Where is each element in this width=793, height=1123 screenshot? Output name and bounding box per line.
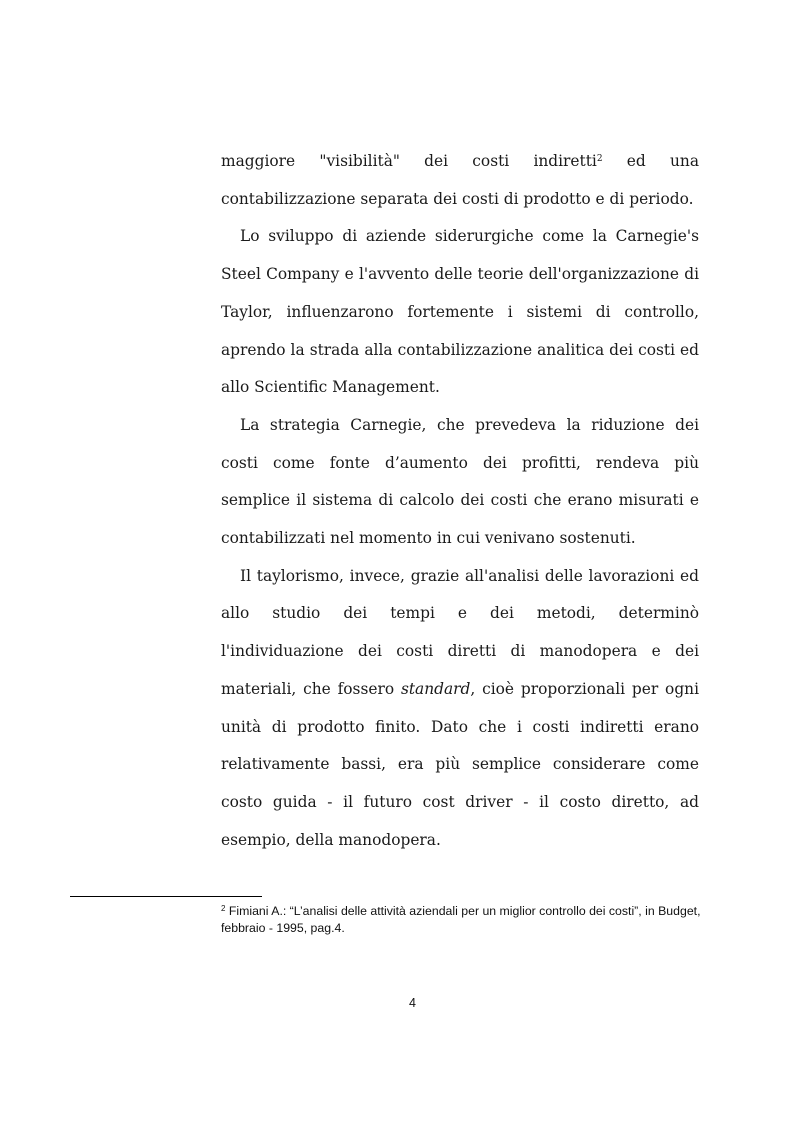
paragraph-2: Lo sviluppo di aziende siderurgiche come la Carnegie's Steel Company e l'avvento delle teorie dell'organizzazione di Taylor, influenzarono fortemente i sistemi di controllo, aprendo la strada alla contabilizzazione analitica dei costi ed allo Scientific Management. [221, 227, 699, 397]
paragraph-1-text-end: ed una contabilizzazione separata dei costi di prodotto e di periodo. [221, 152, 699, 208]
page-number: 4 [409, 996, 416, 1010]
footnote-number: 2 [221, 904, 226, 913]
paragraph-1 [221, 143, 699, 218]
footnote [221, 903, 701, 937]
paragraph-1-text-start: maggiore "visibilità" dei costi indiretti [221, 152, 597, 170]
paragraph-4-text-start: Il taylorismo, invece, grazie all'analisi delle lavorazioni ed allo studio dei tempi e dei metodi, determinò l'individuazione dei costi diretti di manodopera e dei materiali, che fossero [221, 566, 699, 698]
paragraph-4 [221, 558, 699, 860]
emphasis-standard: standard [400, 679, 471, 698]
footnote-separator [70, 896, 262, 897]
paragraph-4-text-end: , cioè proporzionali per ogni unità di prodotto finito. Dato che i costi indiretti erano relativamente bassi, era più semplice considerare come costo guida - il futuro cost driver - il costo diretto, ad esempio, della manodopera. [221, 679, 700, 849]
footnote-reference[interactable]: 2 [596, 154, 603, 164]
footnote-text: Fimiani A.: “L’analisi delle attività aziendali per un miglior controllo dei costi”, in Budget, febbraio - 1995, pag.4. [221, 904, 701, 935]
body-text [221, 143, 699, 859]
paragraph-3: La strategia Carnegie, che prevedeva la riduzione dei costi come fonte d’aumento dei profitti, rendeva più semplice il sistema di calcolo dei costi che erano misurati e contabilizzati nel momento in cui venivano sostenuti. [221, 415, 699, 548]
